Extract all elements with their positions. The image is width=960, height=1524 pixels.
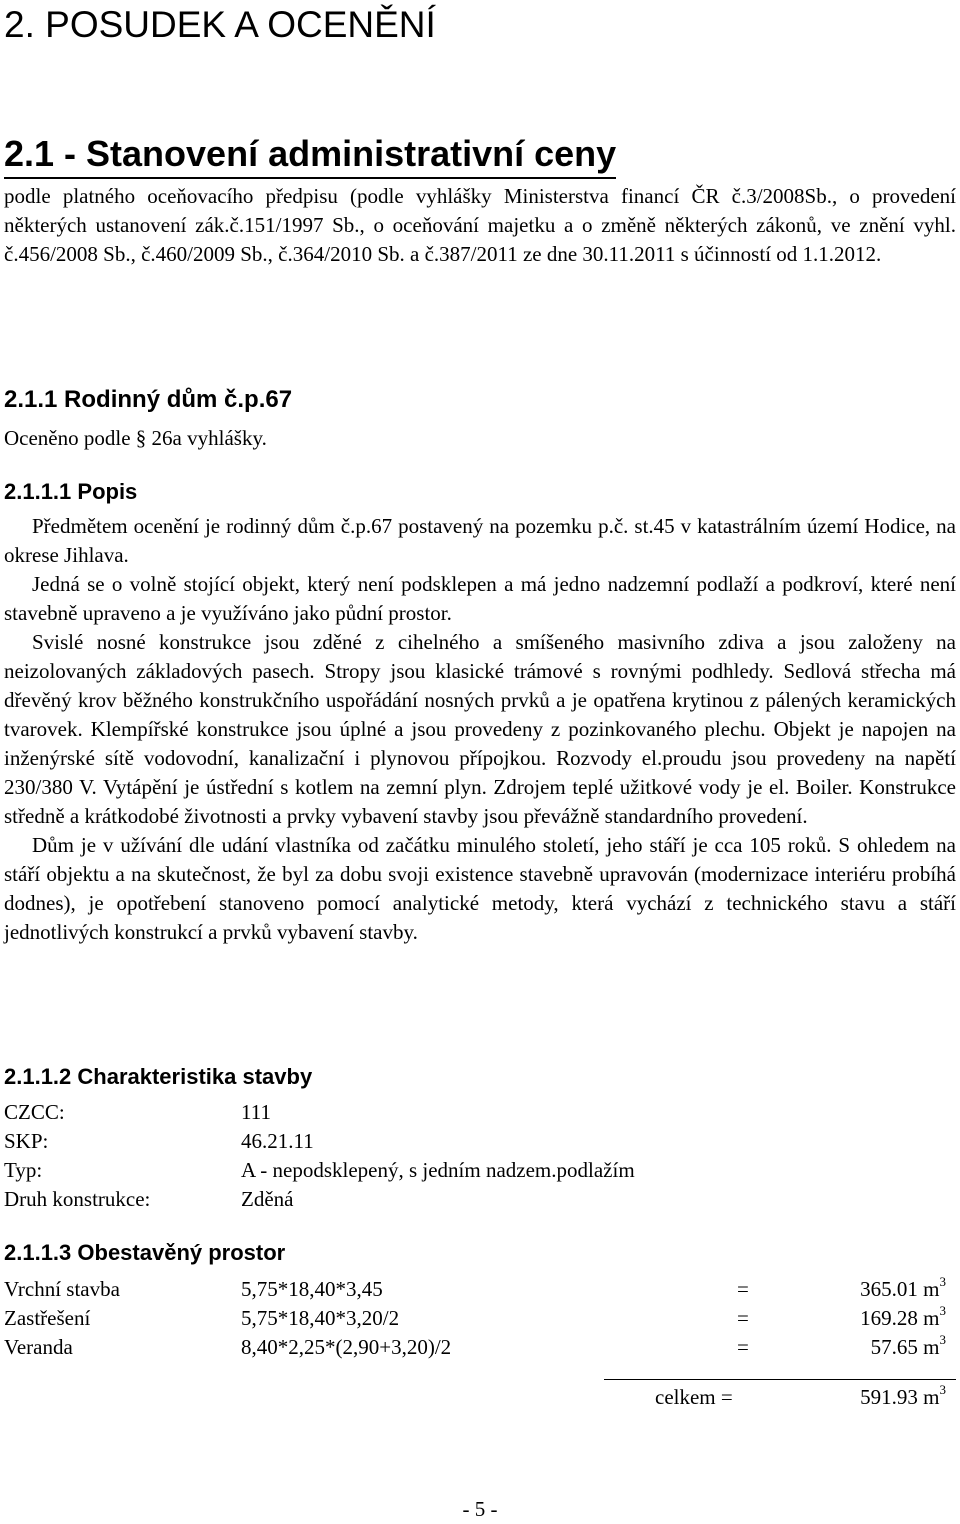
characteristic-value: A - nepodsklepený, s jedním nadzem.podlažím [241, 1158, 635, 1182]
volume-result: 365.01 $m^3$ [860, 1274, 946, 1301]
popis-paragraph-2: Jedná se o volně stojící objekt, který není podsklepen a má jedno nadzemní podlaží a podkroví, které není stavebně upraveno a je využíváno jako půdní prostor. [4, 572, 956, 625]
characteristic-value: 111 [241, 1100, 271, 1124]
characteristic-value: 46.21.11 [241, 1129, 314, 1153]
characteristic-row [4, 1185, 294, 1214]
characteristic-row [4, 1098, 271, 1127]
popis-body [4, 512, 956, 947]
characteristic-label: Druh konstrukce: [4, 1187, 151, 1211]
characteristic-row [4, 1156, 635, 1185]
popis-paragraph-3: Svislé nosné konstrukce jsou zděné z cihelného a smíšeného masivního zdiva a jsou založeny na neizolovaných základových pasech. Stropy jsou klasické trámové s rovnými podhledy. Sedlová střecha má dřevěný krov běžného konstrukčního uspořádání nosných prvků a je opatřena krytinou z pálených keramických tvarovek. Klempířské konstrukce jsou úplné a jsou provedeny z pozinkovaného plechu. Objekt je napojen na inženýrské sítě vodovodní, kanalizační i plynovou přípojkou. Rozvody el.proudu jsou provedeny na napětí 230/380 V. Vytápění je ústřední s kotlem na zemní plyn. Zdrojem teplé užitkové vody je el. Boiler. Konstrukce středně a krátkodobé životnosti a prvky vybavení stavby jsou převážně standardního provedení. [4, 630, 956, 828]
volume-row [4, 1304, 946, 1333]
intro-paragraph: podle platného oceňovacího předpisu (podle vyhlášky Ministerstva financí ČR č.3/2008Sb., o provedení některých ustanovení zák.č.151/1997 Sb., o oceňování majetku a o změně některých zákonů, ve znění vyhl. č.456/2008 Sb., č.460/2009 Sb., č.364/2010 Sb. a č.387/2011 ze dne 30.11.2011 s účinností od 1.1.2012. [4, 184, 956, 266]
equals-sign: = [737, 1335, 749, 1359]
characteristic-label: Typ: [4, 1158, 43, 1182]
popis-paragraph-1: Předmětem ocenění je rodinný dům č.p.67 postavený na pozemku p.č. st.45 v katastrálním území Hodice, na okrese Jihlava. [4, 514, 956, 567]
volume-row [4, 1333, 946, 1362]
volume-name: Veranda [4, 1335, 73, 1359]
equals-sign: = [737, 1277, 749, 1301]
volume-row [4, 1275, 946, 1304]
total-value: 591.93 $m^3$ [860, 1382, 946, 1409]
section-heading: 2.1 - Stanovení administrativní ceny [4, 131, 616, 179]
paragraph-sign: § [135, 426, 147, 450]
popis-paragraph-4: Dům je v užívání dle udání vlastníka od začátku minulého století, jeho stáří je cca 105 roků. S ohledem na stáří objektu a na skutečnost, že byl za dobu svoji existence stavebně upravován (modernizace interiéru probíhá dodnes), je opotřebení stanoveno pomocí analytické metody, která vychází z technického stavu a stáří jednotlivých konstrukcí a prvků vybavení stavby. [4, 833, 956, 944]
equals-sign: = [737, 1306, 749, 1330]
obestaveny-heading: 2.1.1.3 Obestavěný prostor [4, 1240, 286, 1265]
volume-name: Vrchní stavba [4, 1277, 120, 1301]
characteristic-label: SKP: [4, 1129, 49, 1153]
valuation-note-pre: Oceněno podle [4, 426, 136, 450]
total-divider [604, 1379, 956, 1380]
subsection-heading: 2.1.1 Rodinný dům č.p.67 [4, 386, 293, 413]
volume-result: 169.28 $m^3$ [860, 1303, 946, 1330]
total-label: celkem = [655, 1385, 733, 1409]
popis-heading: 2.1.1.1 Popis [4, 479, 138, 504]
characteristic-value: Zděná [241, 1187, 294, 1211]
characteristic-row [4, 1127, 314, 1156]
chapter-heading: 2. POSUDEK A OCENĚNÍ [4, 4, 436, 45]
page-number: - 5 - [462, 1497, 498, 1521]
volume-formula: 5,75*18,40*3,20/2 [241, 1306, 400, 1330]
valuation-note-post: 26a vyhlášky. [146, 426, 267, 450]
total-row [4, 1383, 946, 1412]
volume-name: Zastřešení [4, 1306, 91, 1330]
charakteristika-heading: 2.1.1.2 Charakteristika stavby [4, 1064, 313, 1089]
characteristic-label: CZCC: [4, 1100, 65, 1124]
valuation-note [4, 424, 956, 453]
volume-formula: 8,40*2,25*(2,90+3,20)/2 [241, 1335, 452, 1359]
volume-result: 57.65 $m^3$ [870, 1332, 946, 1359]
volume-formula: 5,75*18,40*3,45 [241, 1277, 383, 1301]
